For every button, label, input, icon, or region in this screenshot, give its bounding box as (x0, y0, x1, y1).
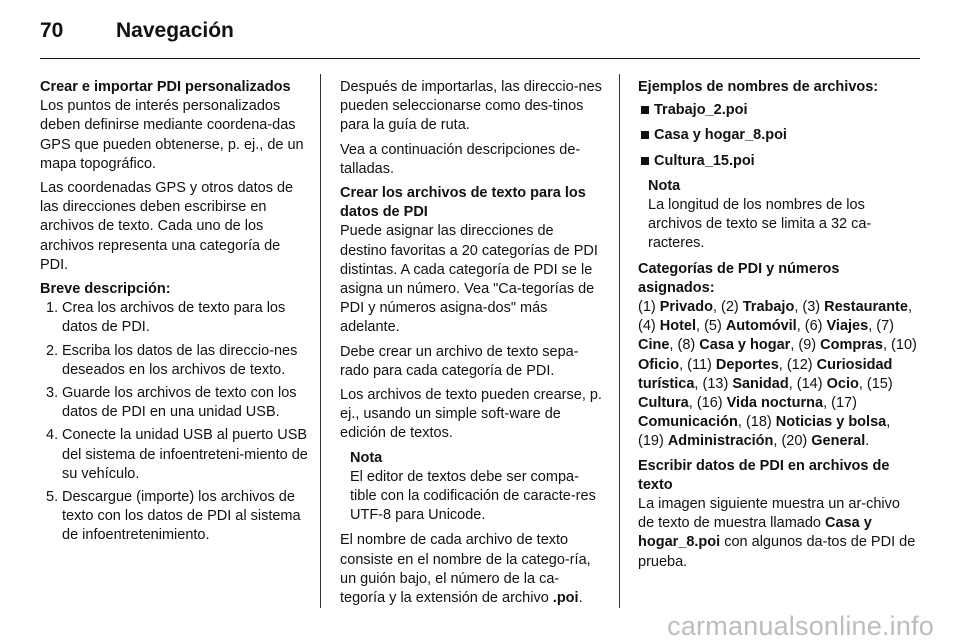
category-item (702, 376, 788, 392)
step-item (40, 488, 308, 546)
section-heading: Crear los archivos de texto para los datos de PDI (340, 185, 586, 221)
step-text: Conecte la unidad USB al puerto USB del sistema de infoentreteni-miento de su vehículo. (62, 427, 308, 482)
category-name: Deportes (715, 356, 779, 373)
category-list: (1) Privado, (2) Trabajo, (3) Restaurante, (4) Hotel, (5) Automóvil, (6) Viajes, (7) Cine, (8) Casa y hogar, (9) Compras, (10) Oficio, (11) Deportes, (12) Curiosidad turística, (13) Sanidad, (14) Ocio, (15) Cultura, (16) Vida nocturna, (17) Comunicación, (18) Noticias y bolsa, (19) Administración, (20) General. (638, 299, 917, 450)
page-number: 70 (40, 19, 64, 42)
column-divider (619, 74, 620, 608)
steps-list (40, 299, 308, 545)
column-1 (40, 78, 308, 550)
note-box (638, 177, 920, 254)
paragraph (638, 495, 920, 572)
step-item (40, 342, 308, 380)
step-text: Guarde los archivos de texto con los datos de PDI en una unidad USB. (62, 385, 297, 421)
category-name: Trabajo (742, 299, 795, 316)
page-title: Navegación (116, 19, 234, 42)
category-number: (3) (802, 299, 825, 316)
category-item (687, 357, 779, 373)
category-name: Sanidad (732, 375, 789, 392)
category-name: Compras (820, 337, 883, 354)
category-item (638, 318, 696, 334)
file-example (638, 126, 920, 145)
category-item (638, 299, 713, 315)
paragraph: Después de importarlas, las direccio-nes pueden seleccionarse como des-tinos para la guía de ruta. (340, 79, 602, 134)
step-item (40, 426, 308, 484)
step-text: Crea los archivos de texto para los datos de PDI. (62, 300, 286, 336)
category-name: Automóvil (725, 318, 797, 335)
square-bullet-icon (641, 157, 649, 165)
category-number: (12) (786, 356, 817, 373)
column-3 (638, 78, 920, 577)
category-number: (5) (704, 318, 726, 335)
category-number: (13) (702, 375, 733, 392)
section-heading: Ejemplos de nombres de archivos: (638, 79, 879, 95)
paragraph: Las coordenadas GPS y otros datos de las direcciones deben escribirse en archivos de texto. Cada uno de los archivos representa una categoría de PDI. (40, 180, 294, 273)
category-item (704, 318, 797, 334)
category-number: (2) (721, 299, 743, 316)
note-title: Nota (350, 449, 383, 466)
file-name: Cultura_15.poi (654, 152, 755, 169)
category-name: Restaurante (824, 299, 908, 316)
category-number: (15) (866, 375, 893, 392)
file-examples-list (638, 101, 920, 171)
paragraph (340, 531, 604, 608)
file-name: Casa y hogar_8.poi (638, 515, 872, 551)
paragraph-text: La imagen siguiente muestra un ar-chivo de texto de muestra llamado (638, 496, 900, 532)
category-item (746, 414, 886, 430)
category-number: (9) (798, 337, 821, 354)
section-heading: Crear e importar PDI personalizados (40, 79, 291, 95)
note-text: El editor de textos debe ser compa-tible con la codificación de caracte-res UTF-8 para Unicode. (350, 468, 596, 524)
file-example (638, 101, 920, 120)
category-number: (20) (781, 433, 812, 450)
category-item (697, 395, 823, 411)
step-number: 2. (46, 342, 59, 359)
category-item (781, 433, 865, 449)
category-name: Hotel (659, 318, 696, 335)
page-header (40, 12, 920, 59)
category-item (805, 318, 868, 334)
file-extension: .poi (552, 590, 579, 607)
paragraph: Los puntos de interés personalizados deben definirse mediante coordena-das GPS que pueden obtenerse, p. ej., de un mapa topográfico. (40, 98, 304, 172)
category-name: Oficio (638, 356, 680, 373)
category-number: (17) (831, 395, 857, 412)
category-number: (10) (891, 337, 917, 354)
paragraph: Vea a continuación descripciones de-talladas. (340, 141, 581, 177)
category-number: (16) (696, 395, 727, 412)
category-name: Cultura (638, 395, 689, 412)
step-item (40, 299, 308, 337)
note-box (340, 449, 604, 526)
category-item (798, 337, 883, 353)
square-bullet-icon (641, 106, 649, 114)
category-name: Viajes (826, 318, 869, 335)
step-item (40, 384, 308, 422)
category-name: Privado (659, 299, 713, 316)
category-item (677, 337, 790, 353)
category-name: Noticias y bolsa (775, 414, 887, 431)
category-number: (8) (677, 337, 700, 354)
category-name: Casa y hogar (699, 337, 791, 354)
file-name: Trabajo_2.poi (654, 102, 748, 119)
category-name: Administración (667, 433, 774, 450)
paragraph: Puede asignar las direcciones de destino favoritas a 20 categorías de PDI distintas. A cada categoría de PDI se le asigna un número. Vea "Ca-tegorías de PDI y números asigna-dos" más adelante. (340, 223, 598, 336)
section-heading: Categorías de PDI y números asignados: (638, 260, 840, 296)
category-number: (19) (638, 433, 668, 450)
section-heading: Breve descripción: (40, 281, 171, 298)
paragraph-end: . (578, 590, 583, 607)
column-divider (320, 74, 321, 608)
column-2 (340, 78, 604, 613)
category-number: (6) (804, 318, 827, 335)
category-name: Cine (638, 337, 670, 354)
category-name: General (811, 433, 866, 450)
category-number: (18) (745, 414, 776, 431)
paragraph-text: El nombre de cada archivo de texto consiste en el nombre de la catego-ría, un guión bajo, el número de la ca-tegoría y la extensión de archivo (340, 532, 591, 607)
step-text: Descargue (importe) los archivos de texto con los datos de PDI al sistema de infoentretenimiento. (62, 489, 301, 544)
category-item (638, 433, 773, 449)
step-number: 5. (46, 489, 59, 506)
category-number: (11) (687, 356, 716, 373)
note-title: Nota (648, 177, 681, 194)
category-name: Ocio (826, 375, 859, 392)
paragraph-end: con algunos da-tos de PDI de prueba. (638, 534, 916, 570)
paragraph: Debe crear un archivo de texto sepa-rado para cada categoría de PDI. (340, 343, 579, 379)
file-example (638, 152, 920, 171)
category-number: (7) (876, 318, 894, 335)
category-item (802, 299, 908, 315)
step-number: 4. (46, 427, 59, 444)
category-number: (1) (638, 299, 660, 316)
watermark: carmanualsonline.info (667, 611, 934, 641)
step-number: 3. (46, 385, 59, 402)
step-number: 1. (46, 300, 59, 317)
category-name: Vida nocturna (726, 395, 824, 412)
category-name: Curiosidad turística (638, 356, 893, 392)
square-bullet-icon (641, 131, 649, 139)
section-heading: Escribir datos de PDI en archivos de texto (638, 457, 890, 493)
category-name: Comunicación (638, 414, 738, 431)
category-item (721, 299, 794, 315)
note-text: La longitud de los nombres de los archivos de texto se limita a 32 ca-racteres. (648, 197, 872, 252)
category-number: (4) (638, 318, 660, 335)
category-item (797, 376, 859, 392)
paragraph: Los archivos de texto pueden crearse, p. ej., usando un simple soft-ware de edición de textos. (340, 387, 602, 442)
category-number: (14) (796, 375, 827, 392)
file-name: Casa y hogar_8.poi (654, 127, 787, 144)
step-text: Escriba los datos de las direccio-nes deseados en los archivos de texto. (62, 342, 298, 378)
